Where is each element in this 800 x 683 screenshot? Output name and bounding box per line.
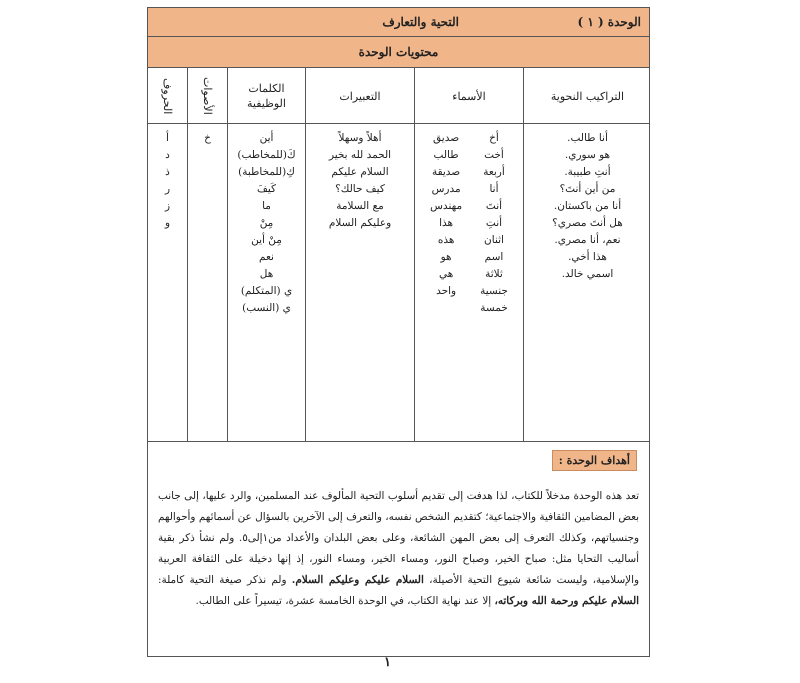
noun-item: هي	[438, 268, 454, 280]
function-word-item: ما	[262, 200, 271, 212]
function-words-list	[228, 124, 305, 317]
grammar-item: اسمي خالد.	[561, 268, 614, 280]
noun-item: أربعة	[483, 166, 505, 178]
grammar-item: هذا أخي.	[568, 251, 607, 263]
noun-item: طالب	[433, 149, 459, 161]
noun-item: هذا	[439, 217, 454, 229]
goals-text	[158, 486, 639, 612]
grammar-item: أنا من باكستان.	[553, 200, 622, 212]
letter-item: و	[164, 217, 171, 229]
noun-item: صديقة	[431, 166, 461, 178]
function-word-item: كَيفَ	[256, 183, 277, 195]
noun-item: أخ	[489, 132, 499, 144]
goals-greeting-short: السلام عليكم وعليكم السلام.	[291, 574, 424, 586]
function-word-item: أين	[259, 132, 274, 144]
expression-item: كيف حالك؟	[335, 183, 385, 195]
col-head-function-words: الكلمات الوظيفية	[227, 68, 305, 123]
expressions-list	[306, 124, 414, 232]
col-head-sounds: الأصوات	[187, 68, 227, 123]
noun-item: اسم	[484, 251, 504, 263]
noun-item: واحد	[436, 285, 457, 297]
noun-item: صديق	[433, 132, 460, 144]
grammar-item: هل أنتَ مصري؟	[552, 217, 623, 229]
letters-cell	[148, 124, 187, 441]
noun-item: أنتِ	[485, 217, 503, 229]
function-word-item: نعم	[259, 251, 274, 263]
goals-section	[148, 442, 649, 656]
expression-item: أهلاً وسهلاً	[338, 132, 382, 144]
function-words-cell	[227, 124, 305, 441]
nouns-list-1	[480, 130, 508, 317]
expression-item: السلام عليكم	[331, 166, 389, 178]
nouns-cell	[414, 124, 523, 441]
grammar-item: أنتِ طبيبة.	[564, 166, 611, 178]
grammar-item: من أين أنتَ؟	[559, 183, 616, 195]
letter-item: ز	[164, 200, 171, 212]
goals-paragraph-3: إلا عند نهاية الكتاب، في الوحدة الخامسة عشرة، تيسيراً على الطالب.	[195, 595, 492, 607]
expressions-cell	[305, 124, 414, 441]
nouns-list-2	[430, 130, 462, 317]
letter-item: د	[165, 149, 170, 161]
grammar-list	[524, 124, 651, 283]
expression-item: مع السلامة	[336, 200, 384, 212]
noun-item: جنسية	[480, 285, 508, 297]
sounds-cell	[187, 124, 227, 441]
goals-greeting-full: السلام عليكم ورحمة الله وبركاته،	[494, 595, 639, 607]
noun-item: اثنان	[484, 234, 504, 246]
col-head-letters: الحروف	[161, 77, 174, 115]
goals-label: أهداف الوحدة :	[552, 450, 637, 471]
noun-item: خمسة	[480, 302, 508, 314]
noun-item: هذه	[437, 234, 455, 246]
letters-list	[148, 124, 187, 232]
table-header-row	[148, 68, 649, 124]
grammar-cell	[523, 124, 651, 441]
noun-item: مدرس	[431, 183, 461, 195]
page-number: ١	[384, 655, 391, 670]
unit-label: الوحدة ( ١ )	[577, 15, 641, 29]
grammar-item: أنا طالب.	[567, 132, 608, 144]
content-title: محتويات الوحدة	[358, 45, 439, 59]
col-head-nouns: الأسماء	[414, 68, 523, 123]
goals-paragraph-1: تعد هذه الوحدة مدخلاً للكتاب، لذا هدفت إلى تقديم أسلوب التحية المألوف عند المسلمين، والرد عليها، إلى جانب بعض المضامين الثقافية والاجتماعية؛ كتقديم الشخص نفسه، والتعرف إلى الآخرين بالسؤال عن أسمائهم وأحوالهم وجنسياتهم، وكذلك التعرف إلى بعض المهن الشائعة، وعلى بعض البلدان والأعداد من١إلى٥. ولم نشأ ذكر بقية أساليب التحايا مثل: صباح الخير، وصباح النور، ومساء الخير، ومساء النور، إذ إنها دخيلة على الثقافة العربية والإسلامية، وليست شائعة شيوع التحية الأصيلة،	[158, 490, 640, 586]
letter-item: ذ	[165, 166, 170, 178]
unit-page	[147, 7, 650, 657]
function-word-item: ي (المتكلم)	[240, 285, 293, 297]
noun-item: أنا	[489, 183, 499, 195]
title-band	[148, 8, 649, 37]
grammar-item: نعم، أنا مصري.	[554, 234, 621, 246]
letter-item: ر	[164, 183, 171, 195]
content-band	[148, 37, 649, 68]
function-word-item: كَ(للمخاطب)	[237, 149, 296, 161]
noun-item: هو	[440, 251, 452, 263]
col-head-expressions: التعبيرات	[305, 68, 414, 123]
noun-item: أنتَ	[485, 200, 503, 212]
sounds-list	[188, 124, 227, 147]
noun-item: مهندس	[430, 200, 463, 212]
unit-title: التحية والتعارف	[382, 15, 459, 29]
grammar-item: هو سوري.	[564, 149, 611, 161]
col-head-grammar: التراكيب النحوية	[523, 68, 651, 123]
noun-item: ثلاثة	[485, 268, 503, 280]
goals-paragraph-2: ولم نذكر صيغة التحية كاملة:	[158, 574, 287, 586]
letter-item: أ	[166, 132, 169, 144]
table-body	[148, 124, 649, 442]
function-word-item: هل	[259, 268, 274, 280]
noun-item: أخت	[484, 149, 504, 161]
function-word-item: مِنْ أين	[251, 234, 282, 246]
function-word-item: ي (النسب)	[242, 302, 291, 314]
function-word-item: مِنْ	[259, 217, 274, 229]
expression-item: الحمد لله بخير	[328, 149, 392, 161]
function-word-item: كِ(للمخاطبة)	[238, 166, 295, 178]
sound-item: خ	[204, 132, 211, 144]
expression-item: وعليكم السلام	[328, 217, 392, 229]
